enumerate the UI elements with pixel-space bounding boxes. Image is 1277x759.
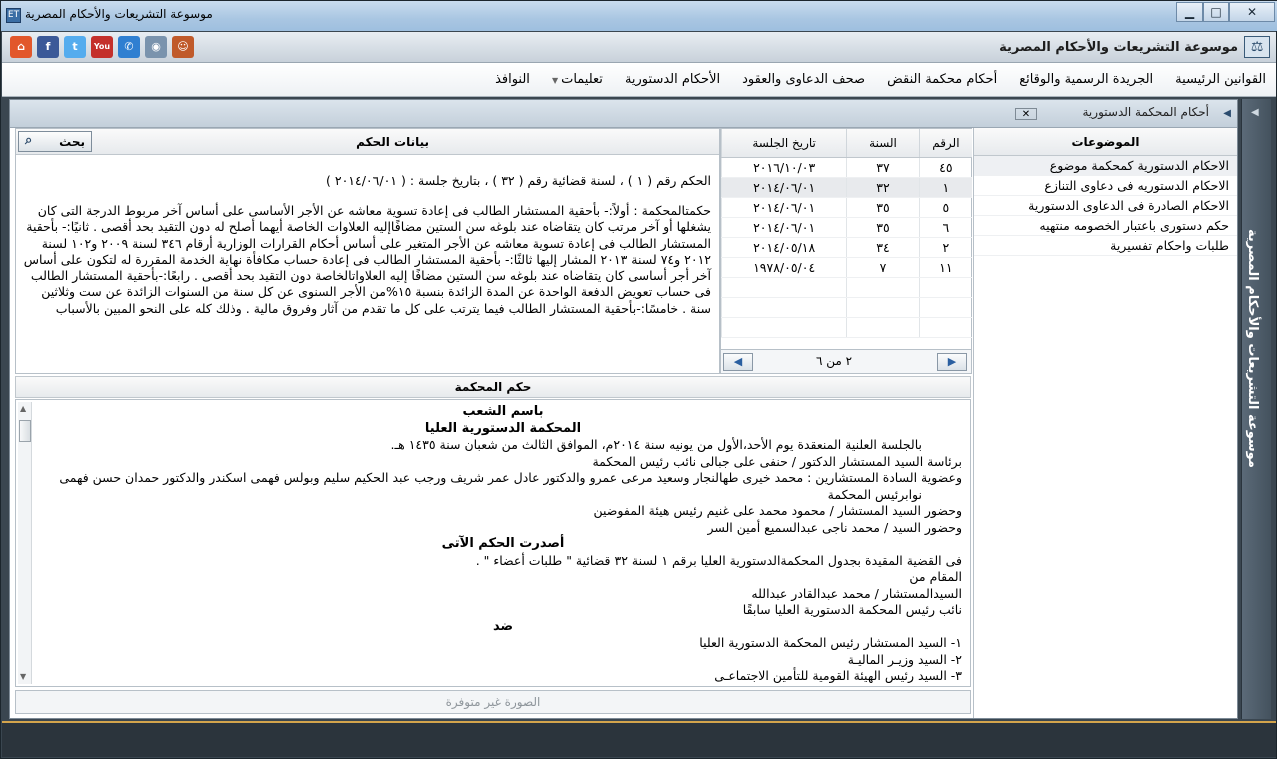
next-page-button[interactable]: ▶ bbox=[937, 353, 967, 371]
column-header-year[interactable]: السنة bbox=[847, 129, 920, 157]
cell-number: ٢ bbox=[919, 237, 972, 257]
menu-main-laws[interactable]: القوانين الرئيسية bbox=[1175, 72, 1266, 87]
judgment-scrollbar[interactable] bbox=[18, 402, 32, 684]
empty-row bbox=[722, 297, 973, 317]
phone-icon[interactable]: ✆ bbox=[118, 36, 140, 58]
ruling-data-title: بيانات الحكم bbox=[356, 135, 429, 149]
page-indicator: ٢ من ٦ bbox=[816, 354, 853, 368]
subject-item[interactable]: طلبات واحكام تفسيرية bbox=[974, 236, 1237, 256]
judgment-line: ١- السيد المستشار رئيس المحكمة الدستورية العليا bbox=[699, 635, 962, 650]
column-header-session-date[interactable]: تاريخ الجلسة bbox=[722, 129, 847, 157]
menu-constitutional-rulings[interactable]: الأحكام الدستورية bbox=[624, 72, 721, 87]
rulings-grid bbox=[720, 128, 972, 374]
judgment-line: وحضور السيد / محمد ناجى عبدالسميع أمين السر bbox=[707, 519, 962, 535]
expand-arrow-icon[interactable]: ◀ bbox=[1251, 107, 1259, 118]
table-row[interactable] bbox=[722, 157, 973, 177]
cell-year: ٣٢ bbox=[847, 177, 920, 197]
judgment-text bbox=[44, 404, 962, 685]
close-window-button[interactable]: ✕ bbox=[1229, 2, 1275, 22]
binoculars-icon: ⌕ bbox=[25, 133, 33, 148]
subjects-header: الموضوعات bbox=[974, 128, 1237, 156]
twitter-icon[interactable]: t bbox=[64, 36, 86, 58]
cell-date: ٢٠١٤/٠٦/٠١ bbox=[722, 217, 847, 237]
cell-year: ٧ bbox=[847, 257, 920, 277]
cell-date: ٢٠١٤/٠٥/١٨ bbox=[722, 237, 847, 257]
maximize-button[interactable]: □ bbox=[1203, 2, 1229, 22]
judgment-header: حكم المحكمة bbox=[15, 376, 971, 398]
tab-constitutional-rulings[interactable] bbox=[1083, 105, 1210, 119]
menu-bar bbox=[2, 63, 1276, 97]
cell-date: ٢٠١٦/١٠/٠٣ bbox=[722, 157, 847, 177]
subjects-panel bbox=[973, 128, 1237, 718]
judgment-line: السيدالمستشار / محمد عبدالقادر عبدالله bbox=[751, 585, 962, 601]
judgment-line: ٢- السيد وزيـر الماليـة bbox=[847, 651, 962, 667]
tab-close-icon[interactable]: ✕ bbox=[1015, 108, 1037, 120]
subject-item[interactable]: الاحكام الصادرة فى الدعاوى الدستورية bbox=[974, 196, 1237, 216]
menu-cassation-rulings[interactable]: أحكام محكمة النقض bbox=[887, 72, 998, 87]
subject-item[interactable]: الاحكام الدستورية كمحكمة موضوع bbox=[974, 156, 1237, 176]
toolbar bbox=[2, 32, 1276, 63]
app-icon: ET bbox=[6, 8, 21, 23]
judgment-line: نائب رئيس المحكمة الدستورية العليا سابقًا bbox=[742, 602, 962, 617]
subject-item[interactable]: الاحكام الدستوريه فى دعاوى التنازع bbox=[974, 176, 1237, 196]
table-row[interactable] bbox=[722, 197, 973, 217]
cell-number: ٥ bbox=[919, 197, 972, 217]
empty-row bbox=[722, 277, 973, 297]
table-row[interactable] bbox=[722, 237, 973, 257]
scales-logo-icon: ⚖ bbox=[1244, 36, 1270, 58]
menu-instructions-label: تعليمات bbox=[561, 72, 603, 87]
window-title: موسوعة التشريعات والأحكام المصرية bbox=[25, 7, 213, 21]
cell-date: ٢٠١٤/٠٦/٠١ bbox=[722, 197, 847, 217]
facebook-icon[interactable]: f bbox=[37, 36, 59, 58]
cell-date: ١٩٧٨/٠٥/٠٤ bbox=[722, 257, 847, 277]
scroll-up-icon[interactable]: ▲ bbox=[20, 404, 27, 413]
column-header-number[interactable]: الرقم bbox=[919, 129, 972, 157]
ruling-head-line: الحكم رقم ( ١ ) ، لسنة قضائية رقم ( ٣٢ ) ، بتاريخ جلسة : ( ٢٠١٤/٠٦/٠١ ) bbox=[326, 173, 711, 188]
prev-page-button[interactable]: ◀ bbox=[723, 353, 753, 371]
judgment-line: وحضور السيد المستشار / محمود محمد على غنيم رئيس هيئة المفوضين bbox=[593, 503, 962, 518]
collapse-arrow-icon[interactable]: ◀ bbox=[1223, 108, 1231, 119]
ruling-data-panel bbox=[15, 128, 720, 374]
menu-instructions[interactable] bbox=[552, 72, 603, 87]
tab-label: أحكام المحكمة الدستورية bbox=[1082, 105, 1209, 119]
empty-row bbox=[722, 317, 973, 337]
home-icon[interactable]: ⌂ bbox=[10, 36, 32, 58]
ruling-data-header bbox=[16, 129, 719, 155]
title-bar bbox=[1, 1, 1277, 31]
side-title-strip bbox=[1241, 99, 1271, 719]
grid-pager bbox=[721, 349, 971, 373]
globe-icon[interactable]: ◉ bbox=[145, 36, 167, 58]
menu-windows[interactable]: النوافذ bbox=[495, 72, 530, 87]
scroll-down-icon[interactable]: ▼ bbox=[20, 672, 27, 681]
status-bar bbox=[2, 721, 1276, 757]
menu-lawsuits-contracts[interactable]: صحف الدعاوى والعقود bbox=[742, 72, 866, 87]
app-title: موسوعة التشريعات والأحكام المصرية bbox=[999, 40, 1238, 55]
ruling-body-text: حكمتالمحكمة : أولاً:- بأحقية المستشار الطالب فى إعادة تسوية معاشه عن الأجر الأساسى على أساس آخر مربوط الدرجة التى كان يشغلها أو آخر مرتب كان يتقاضاه عند بلوغه سن الستين مضافًاإليه العلاوات الخاصة أيهما أصلح له دون التقيد بحد أقصى . ثانيًا:- بأحقية المستشار الطالب فى إعادة تسوية معاشه عن الأجر المتغير على أساس أحكام القرارات الوزارية أرقام ٣٤٦ لسنة ٢٠٠٩ و١٠٢ لسنة ٢٠١٢ و٧٤ لسنة ٢٠١٣ المشار إليها ثالثًا:- بأحقية المستشار الطالب فى إعادة حساب مكافأة نهاية الخدمة المقررة له لتكون على أساس آخر أجر أساسى كان يتقاضاه عند بلوغه سن الستين مضافًا إليه العلاواتالخاصة دون التقيد بحد أقصى . رابعًا:-بأحقية المستشار الطالب فى حساب تعويض الدفعة الواحدة عن المدة الزائدة بنسبة ١٥%من الأجر السنوى عن كل سنة من السنوات الزائدة عن ست وثلاثين سنة . خامسًا:-بأحقية المستشار الطالب فيما يترتب على كل ما تقدم من آثار وفروق مالية . وذلك كله على النحو المبين بالأسباب bbox=[23, 203, 711, 316]
document-tab-bar bbox=[10, 100, 1237, 128]
cell-year: ٣٥ bbox=[847, 217, 920, 237]
cell-number: ١ bbox=[919, 177, 972, 197]
scroll-thumb[interactable] bbox=[19, 420, 31, 442]
judgment-line: فى القضية المقيدة بجدول المحكمةالدستورية العليا برقم ١ لسنة ٣٢ قضائية " طلبات أعضاء " . bbox=[475, 552, 962, 568]
judgment-line: بالجلسة العلنية المنعقدة يوم الأحد،الأول من يونيه سنة ٢٠١٤م، الموافق الثالث من شعبان سنة ١٤٣٥ هـ. bbox=[390, 437, 922, 452]
table-row-selected[interactable] bbox=[722, 177, 973, 197]
cell-number: ٤٥ bbox=[919, 157, 972, 177]
search-button-label: بحث bbox=[59, 135, 85, 149]
cell-number: ٦ bbox=[919, 217, 972, 237]
cell-date: ٢٠١٤/٠٦/٠١ bbox=[722, 177, 847, 197]
user-icon[interactable]: ☺ bbox=[172, 36, 194, 58]
table-row[interactable] bbox=[722, 257, 973, 277]
cell-year: ٣٤ bbox=[847, 237, 920, 257]
judgment-line: ٣- السيد رئيس الهيئة القومية للتأمين الاجتماعـى bbox=[714, 668, 962, 683]
image-unavailable-button[interactable]: الصورة غير متوفرة bbox=[15, 690, 971, 714]
judgment-text-panel bbox=[15, 399, 971, 687]
cell-number: ١١ bbox=[919, 257, 972, 277]
judgment-subtitle: ضد bbox=[492, 618, 514, 634]
judgment-subtitle: أصدرت الحكم الآتى bbox=[441, 536, 565, 551]
judgment-line: المقام من bbox=[909, 569, 962, 584]
subject-item[interactable]: حكم دستورى باعتبار الخصومه منتهيه bbox=[974, 216, 1237, 236]
court-name: المحكمة الدستورية العليا bbox=[424, 420, 582, 436]
judgment-line: وعضوية السادة المستشارين : محمد خيرى طهالنجار وسعيد مرعى عمرو والدكتور عادل عمر شريف ورجب عبد الحكيم سليم وبولس فهمى اسكندر والدكتور حمدان حسن فهمى bbox=[59, 470, 962, 485]
cell-year: ٣٧ bbox=[847, 157, 920, 177]
chevron-down-icon: ▼ bbox=[551, 76, 559, 85]
table-row[interactable] bbox=[722, 217, 973, 237]
side-strip-title: موسوعة التشريعات والأحكام المصرية bbox=[1245, 229, 1260, 468]
minimize-button[interactable]: ▁ bbox=[1176, 2, 1203, 22]
menu-official-gazette[interactable]: الجريدة الرسمية والوقائع bbox=[1019, 72, 1154, 87]
cell-year: ٣٥ bbox=[847, 197, 920, 217]
judgment-title: باسم الشعب bbox=[462, 404, 544, 419]
judgment-line: برئاسة السيد المستشار الدكتور / حنفى على جبالى نائب رئيس المحكمة bbox=[592, 453, 962, 469]
judgment-line: نوابرئيس المحكمة bbox=[827, 486, 922, 502]
search-button[interactable] bbox=[18, 131, 92, 152]
youtube-icon[interactable]: You bbox=[91, 36, 113, 58]
main-panel bbox=[9, 99, 1238, 719]
